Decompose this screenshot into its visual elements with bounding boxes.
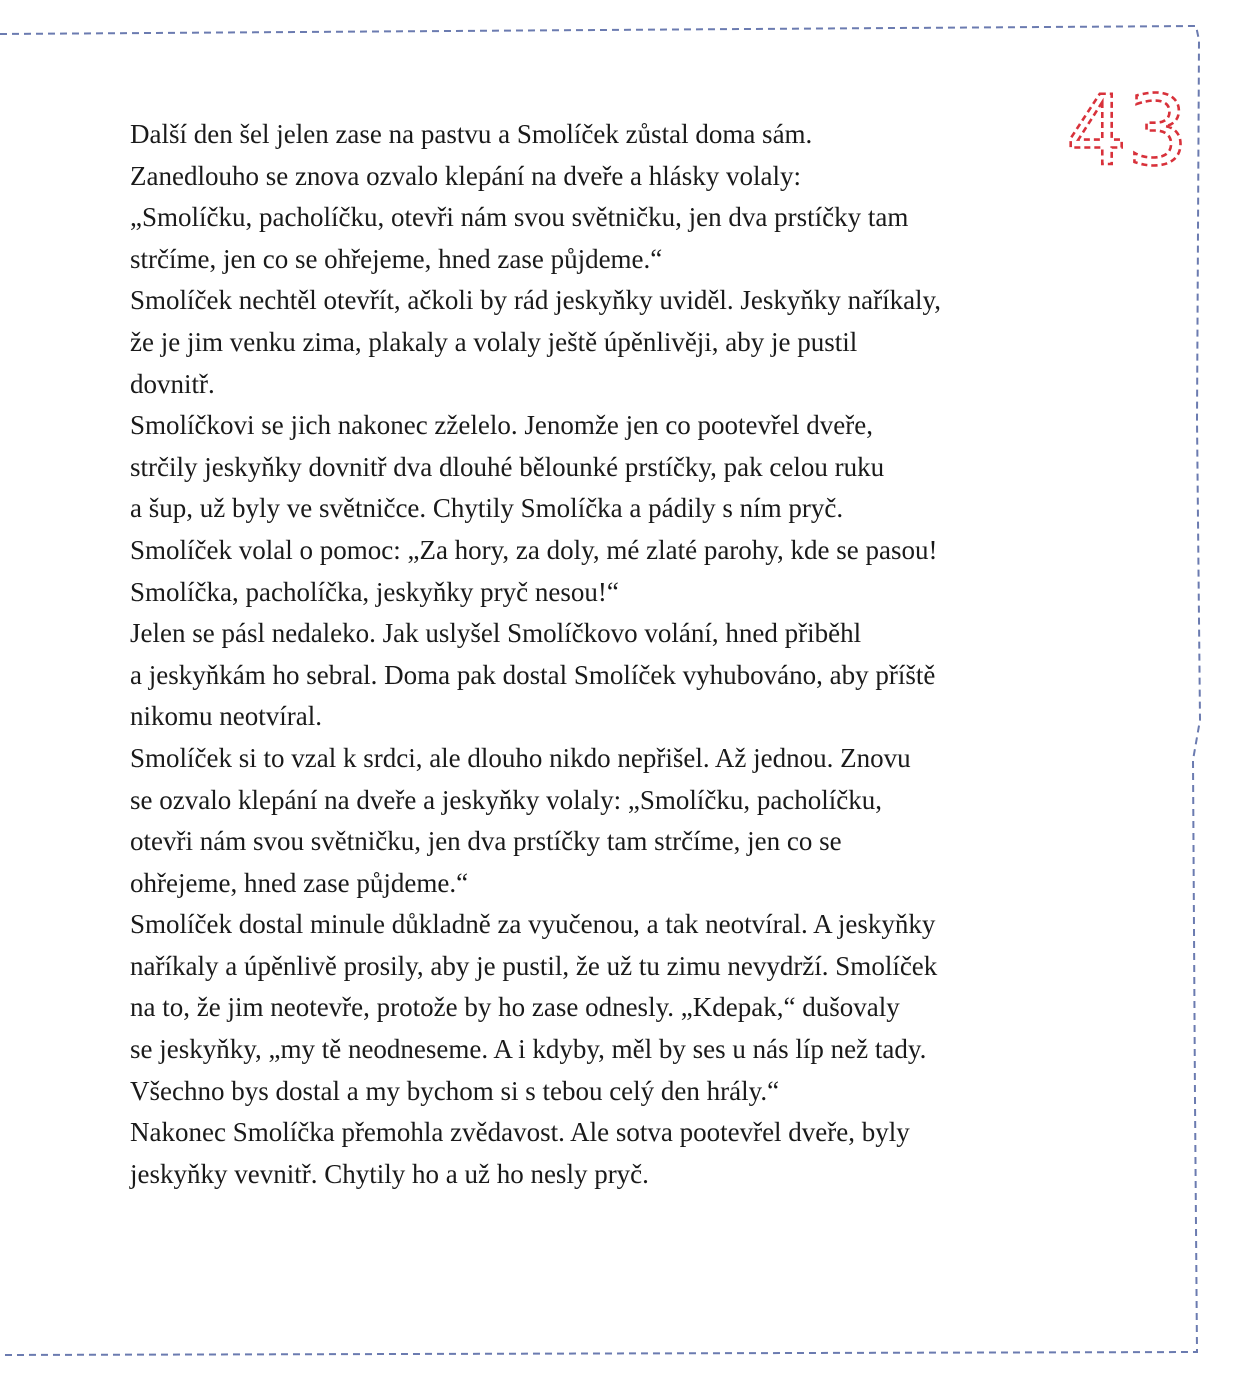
text-line: že je jim venku zima, plakaly a volaly ještě úpěnlivěji, aby je pustil (130, 326, 858, 357)
text-line: strčíme, jen co se ohřejeme, hned zase půjdeme.“ (130, 243, 663, 274)
text-line: na to, že jim neotevře, protože by ho zase odnesly. „Kdepak,“ dušovaly (130, 992, 900, 1023)
story-text (130, 114, 1090, 1195)
text-line: Smolíček nechtěl otevřít, ačkoli by rád jeskyňky uviděl. Jeskyňky naříkaly, (130, 285, 942, 316)
text-line: a šup, už byly ve světničce. Chytily Smolíčka a pádily s ním pryč. (130, 493, 844, 524)
text-line: otevři nám svou světničku, jen dva prstíčky tam strčíme, jen co se (130, 826, 842, 857)
text-line: nikomu neotvíral. (130, 701, 322, 732)
text-line: Smolíčka, pacholíčka, jeskyňky pryč nesou!“ (130, 576, 619, 607)
text-line: Jelen se pásl nedaleko. Jak uslyšel Smolíčkovo volání, hned přiběhl (130, 618, 862, 649)
text-line: Smolíček dostal minule důkladně za vyučenou, a tak neotvíral. A jeskyňky (130, 909, 936, 940)
text-line: a jeskyňkám ho sebral. Doma pak dostal Smolíček vyhubováno, aby příště (130, 659, 936, 690)
text-line: naříkaly a úpěnlivě prosily, aby je pustil, že už tu zimu nevydrží. Smolíček (130, 950, 938, 981)
text-line: „Smolíčku, pacholíčku, otevři nám svou světničku, jen dva prstíčky tam (130, 202, 909, 233)
text-line: Všechno bys dostal a my bychom si s tebou celý den hrály.“ (130, 1075, 780, 1106)
text-line: dovnitř. (130, 368, 215, 399)
text-line: Zanedlouho se znova ozvalo klepání na dveře a hlásky volaly: (130, 160, 802, 191)
page-number-text: 43 (1066, 75, 1189, 187)
text-line: ohřejeme, hned zase půjdeme.“ (130, 867, 469, 898)
text-line: Smolíček si to vzal k srdci, ale dlouho nikdo nepřišel. Až jednou. Znovu (130, 742, 911, 773)
text-line: jeskyňky vevnitř. Chytily ho a už ho nesly pryč. (130, 1158, 649, 1189)
text-line: se jeskyňky, „my tě neodneseme. A i kdyby, měl by ses u nás líp než tady. (130, 1034, 927, 1065)
text-line: strčily jeskyňky dovnitř dva dlouhé bělounké prstíčky, pak celou ruku (130, 451, 885, 482)
text-line: Další den šel jelen zase na pastvu a Smolíček zůstal doma sám. (130, 119, 813, 149)
text-line: se ozvalo klepání na dveře a jeskyňky volaly: „Smolíčku, pacholíčku, (130, 784, 883, 815)
text-line: Nakonec Smolíčka přemohla zvědavost. Ale sotva pootevřel dveře, byly (130, 1117, 910, 1148)
text-line: Smolíčkovi se jich nakonec zželelo. Jenomže jen co pootevřel dveře, (130, 410, 873, 441)
text-line: Smolíček volal o pomoc: „Za hory, za doly, mé zlaté parohy, kde se pasou! (130, 534, 938, 565)
